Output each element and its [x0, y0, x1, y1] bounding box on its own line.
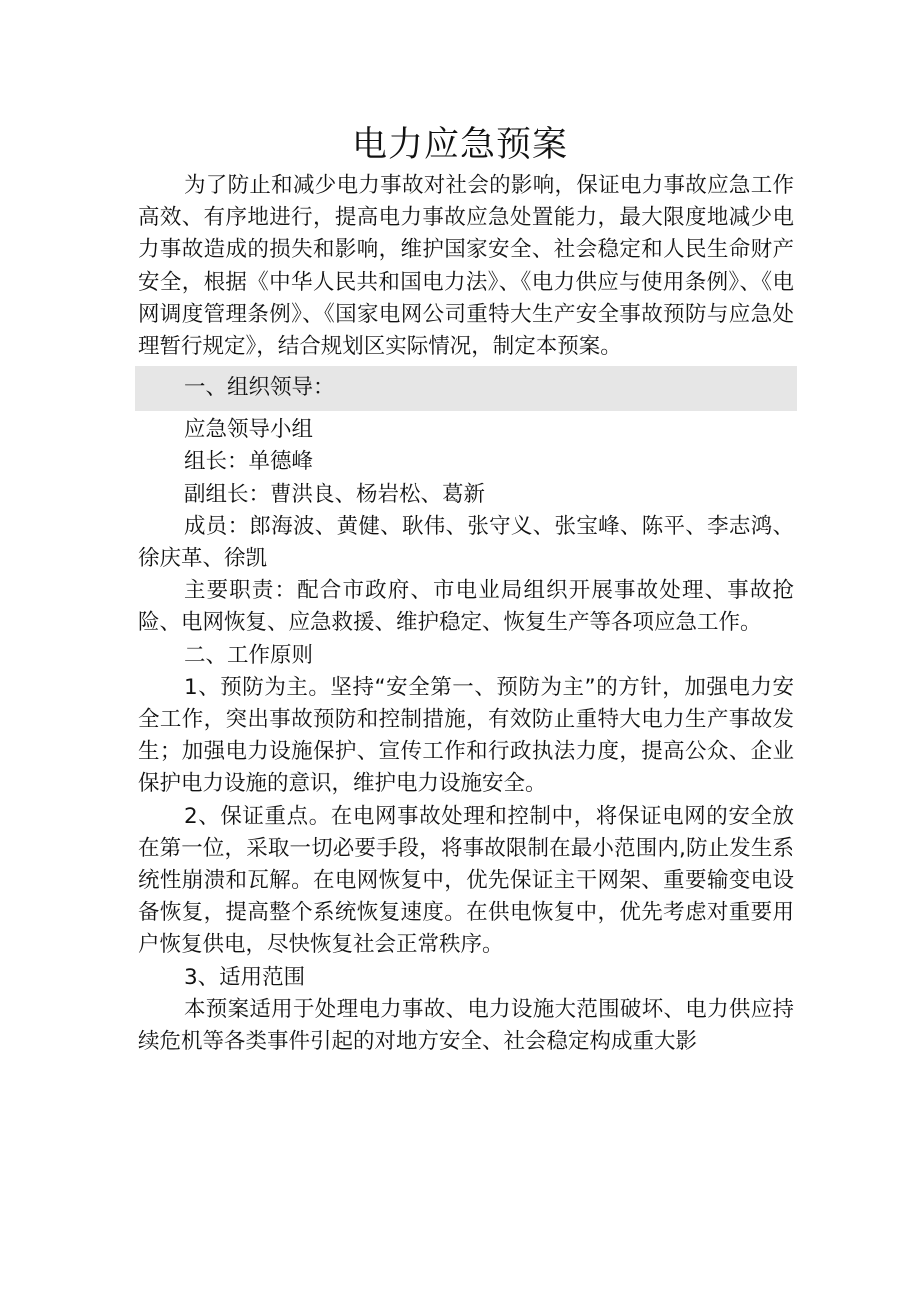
- leadership-group-name: 应急领导小组: [184, 417, 314, 443]
- deputy-leaders: 副组长：曹洪良、杨岩松、葛新: [184, 481, 486, 507]
- main-duties: 主要职责：配合市政府、市电业局组织开展事故处理、事故抢险、电网恢复、应急救援、维护稳定、恢复生产等各项应急工作。: [138, 578, 794, 636]
- section-heading-highlight: [135, 366, 797, 411]
- document-body: [138, 170, 794, 1058]
- scope-heading: 3、适用范围: [184, 964, 306, 990]
- document-title: 电力应急预案: [351, 125, 568, 165]
- scope-paragraph: 本预案适用于处理电力事故、电力设施大范围破坏、电力供应持续危机等各类事件引起的对地方安全、社会稳定构成重大影: [138, 996, 794, 1055]
- group-leader: 组长：单德峰: [184, 449, 314, 475]
- section-heading-principles: 二、工作原则: [184, 642, 314, 668]
- group-members: 成员：郎海波、黄健、耿伟、张守义、张宝峰、陈平、李志鸿、徐庆革、徐凯: [138, 513, 794, 572]
- intro-paragraph: 为了防止和减少电力事故对社会的影响，保证电力事故应急工作高效、有序地进行，提高电力事故应急处置能力，最大限度地减少电力事故造成的损失和影响，维护国家安全、社会稳定和人民生命财产安全，根据《中华人民共和国电力法》、《电力供应与使用条例》、《电网调度管理条例》、《国家电网公司重特大生产安全事故预防与应急处理暂行规定》，结合规划区实际情况，制定本预案。: [138, 173, 794, 360]
- principle-priority: 2、保证重点。在电网事故处理和控制中，将保证电网的安全放在第一位，采取一切必要手段，将事故限制在最小范围内,防止发生系统性崩溃和瓦解。在电网恢复中，优先保证主干网架、重要输变电设备恢复，提高整个系统恢复速度。在供电恢复中，优先考虑对重要用户恢复供电，尽快恢复社会正常秩序。: [138, 803, 794, 958]
- section-heading-organization: 一、组织领导：: [184, 375, 335, 401]
- principle-prevention: 1、预防为主。坚持“安全第一、预防为主”的方针，加强电力安全工作，突出事故预防和控制措施，有效防止重特大电力生产事故发生；加强电力设施保护、宣传工作和行政执法力度，提高公众、企业保护电力设施的意识，维护电力设施安全。: [138, 674, 794, 797]
